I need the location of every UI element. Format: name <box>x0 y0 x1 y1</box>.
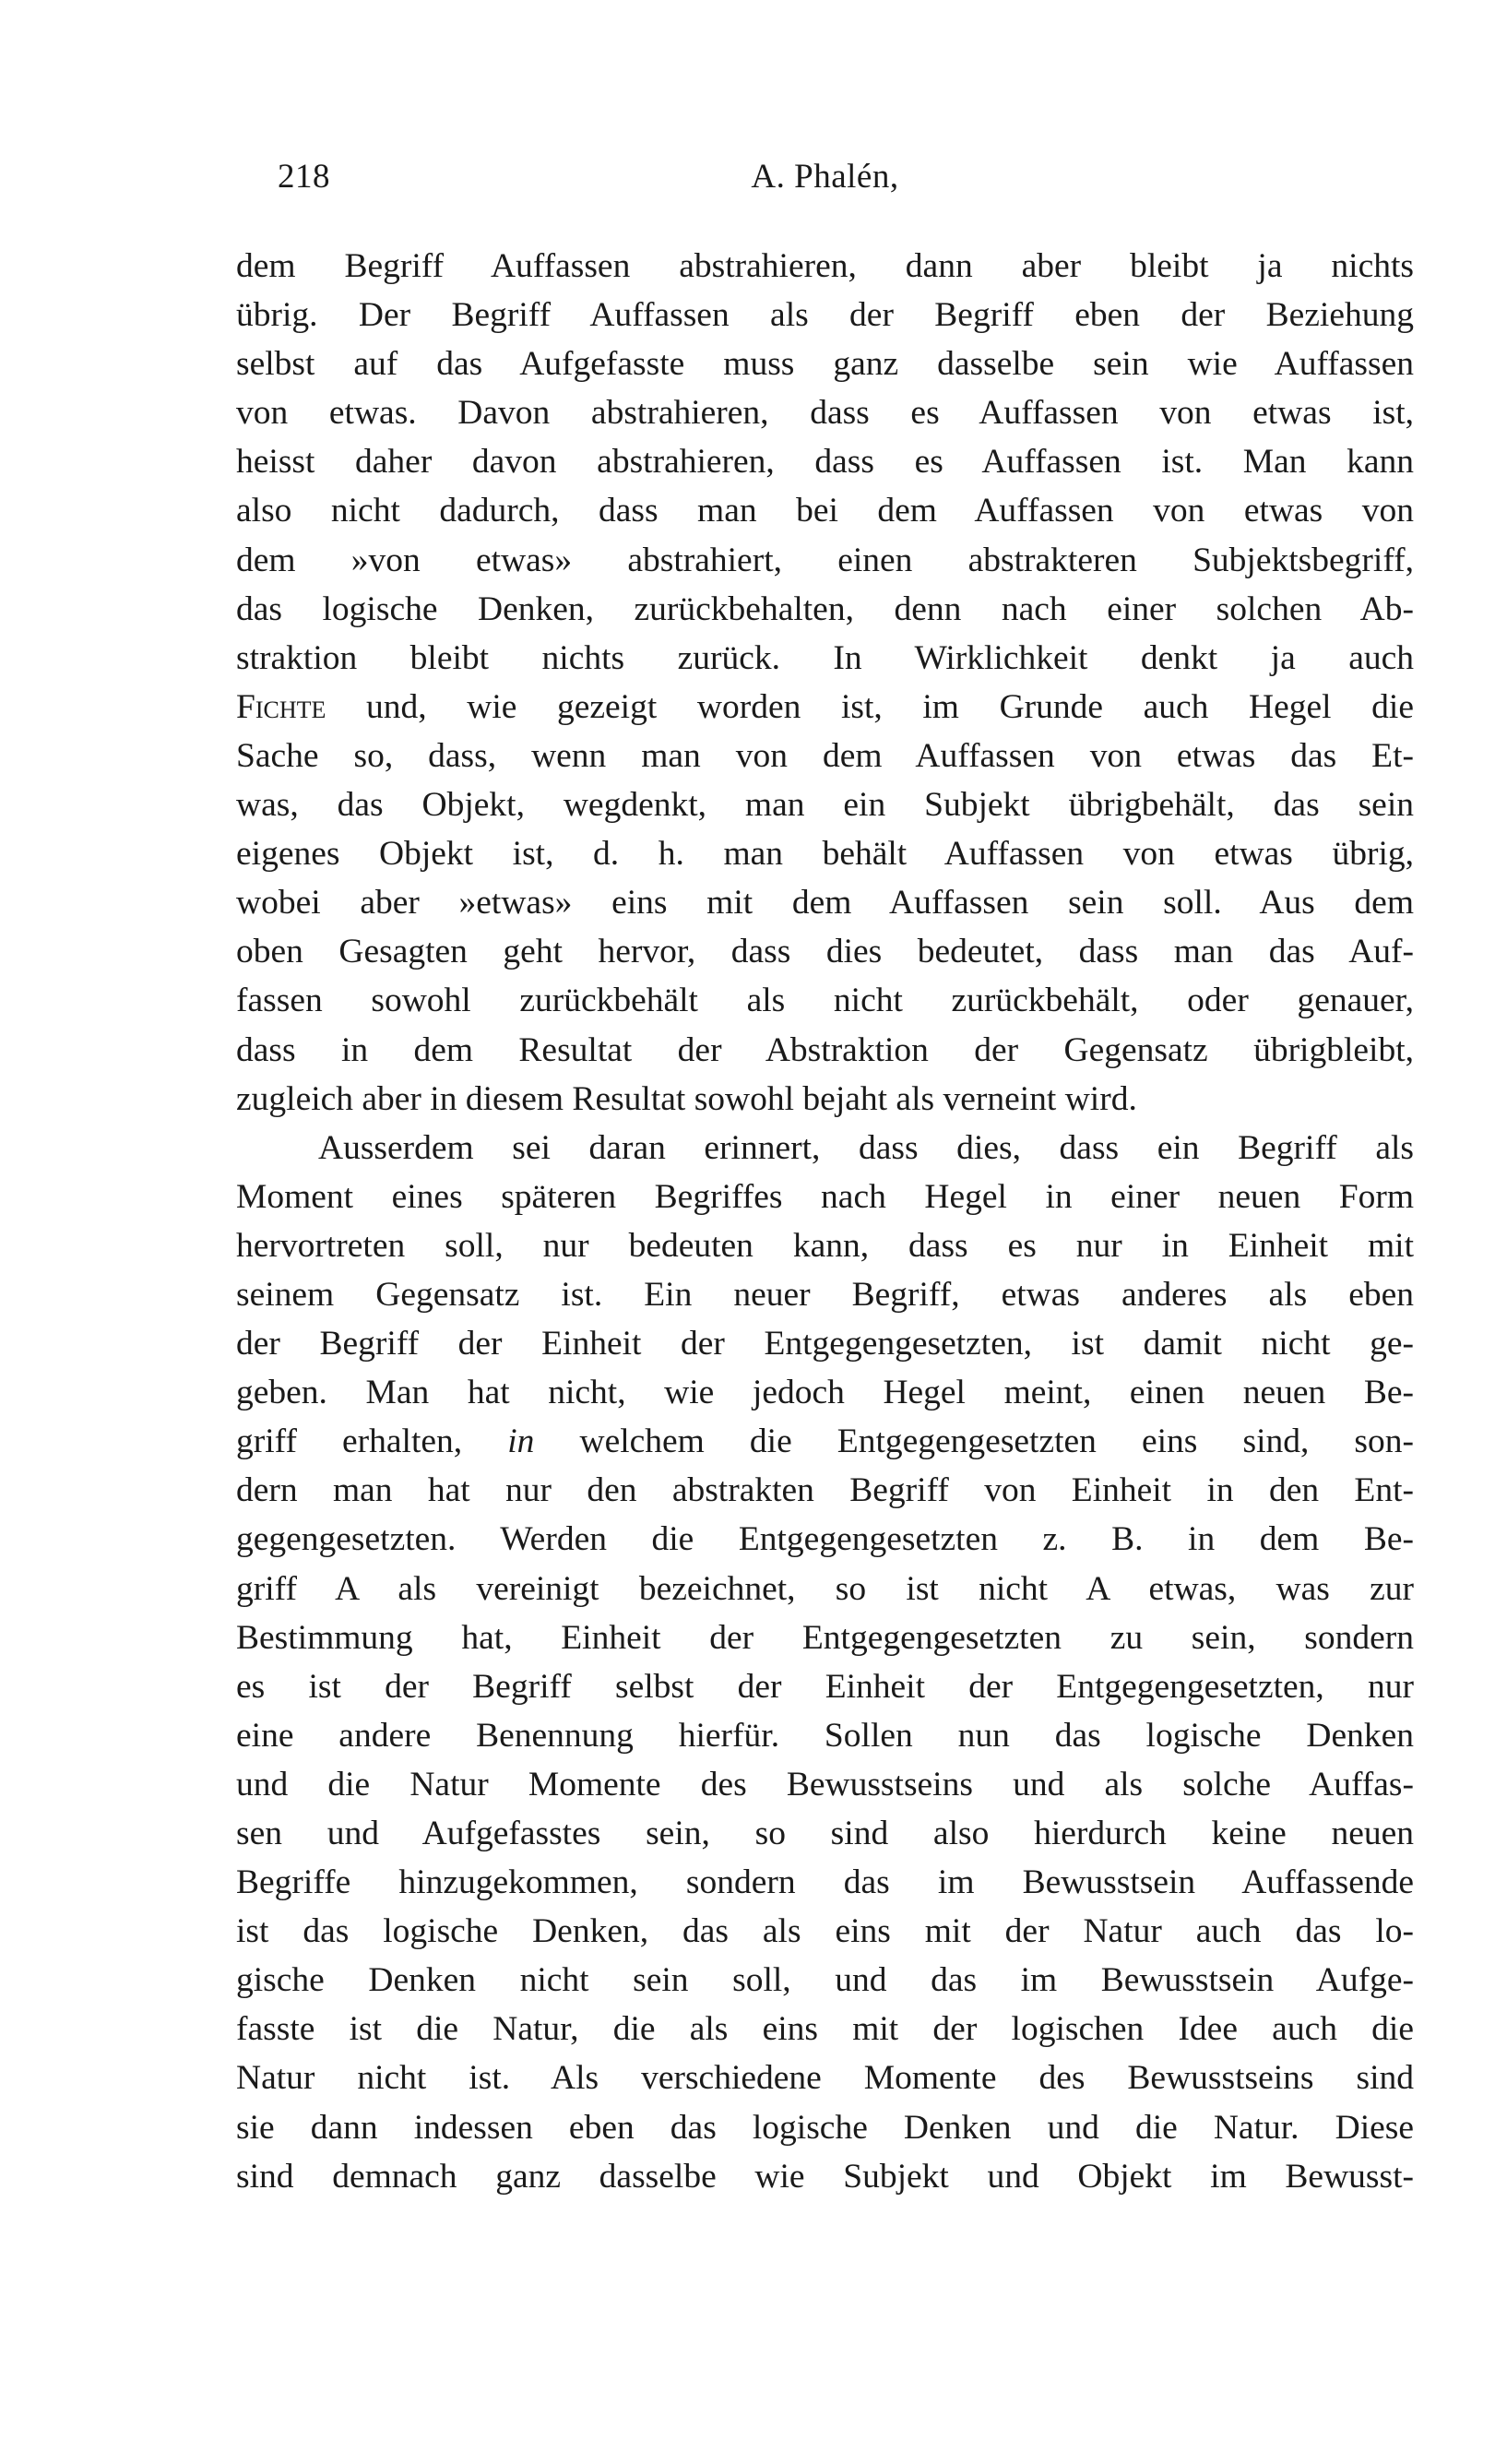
text-line: gische Denken nicht sein soll, und das im Bewusstsein Aufge- <box>236 1961 1414 2000</box>
text-line: der Begriff der Einheit der Entgegengesetzten, ist damit nicht ge- <box>236 1325 1414 1363</box>
body-text <box>236 242 1414 2201</box>
text-line <box>236 683 1414 732</box>
text-line: sie dann indessen eben das logische Denken und die Natur. Diese <box>236 2108 1414 2147</box>
text-line: Sache so, dass, wenn man von dem Auffassen von etwas das Et- <box>236 736 1414 775</box>
text-line: und die Natur Momente des Bewusstseins und als solche Auffas- <box>236 1765 1414 1803</box>
text-fragment: welchem die Entgegengesetzten eins sind, son- <box>579 1422 1415 1461</box>
text-line: gegengesetzten. Werden die Entgegengesetzten z. B. in dem Be- <box>236 1520 1414 1559</box>
text-line: Moment eines späteren Begriffes nach Hegel in einer neuen Form <box>236 1177 1414 1216</box>
text-line: sind demnach ganz dasselbe wie Subjekt und Objekt im Bewusst- <box>236 2157 1414 2196</box>
text-line: was, das Objekt, wegdenkt, man ein Subjekt übrigbehält, das sein <box>236 786 1414 825</box>
text-line: Begriffe hinzugekommen, sondern das im Bewusstsein Auffassende <box>236 1863 1414 1902</box>
text-line: dem Begriff Auffassen abstrahieren, dann aber bleibt ja nichts <box>236 247 1414 285</box>
text-line: Bestimmung hat, Einheit der Entgegengesetzten zu sein, sondern <box>236 1618 1414 1657</box>
text-line: dem »von etwas» abstrahiert, einen abstrakteren Subjektsbegriff, <box>236 541 1414 579</box>
text-line: oben Gesagten geht hervor, dass dies bedeutet, dass man das Auf- <box>236 933 1414 971</box>
text-line: von etwas. Davon abstrahieren, dass es Auffassen von etwas ist, <box>236 394 1414 433</box>
running-title: A. Phalén, <box>751 158 899 196</box>
text-line: übrig. Der Begriff Auffassen als der Begriff eben der Beziehung <box>236 296 1414 335</box>
text-line: dass in dem Resultat der Abstraktion der Gegensatz übrigbleibt, <box>236 1030 1414 1069</box>
text-line: eine andere Benennung hierfür. Sollen nun das logische Denken <box>236 1716 1414 1755</box>
text-line: selbst auf das Aufgefasste muss ganz dasselbe sein wie Auffassen <box>236 345 1414 384</box>
author-name-fichte: Fichte <box>236 687 326 726</box>
text-line: straktion bleibt nichts zurück. In Wirklichkeit denkt ja auch <box>236 638 1414 677</box>
text-line: heisst daher davon abstrahieren, dass es Auffassen ist. Man kann <box>236 443 1414 482</box>
emphasis-in: in <box>507 1422 535 1461</box>
page-number: 218 <box>278 158 330 196</box>
text-line: also nicht dadurch, dass man bei dem Auffassen von etwas von <box>236 492 1414 530</box>
text-line: fassen sowohl zurückbehält als nicht zurückbehält, oder genauer, <box>236 982 1414 1020</box>
text-line: eigenes Objekt ist, d. h. man behält Auffassen von etwas übrig, <box>236 835 1414 874</box>
text-line: wobei aber »etwas» eins mit dem Auffassen sein soll. Aus dem <box>236 884 1414 923</box>
text-line: das logische Denken, zurückbehalten, denn nach einer solchen Ab- <box>236 589 1414 628</box>
running-header <box>236 157 1414 208</box>
text-line: seinem Gegensatz ist. Ein neuer Begriff, etwas anderes als eben <box>236 1275 1414 1314</box>
paragraph-start-line: Ausserdem sei daran erinnert, dass dies, dass ein Begriff als <box>318 1128 1414 1167</box>
text-line <box>236 1417 1414 1466</box>
text-line: Natur nicht ist. Als verschiedene Momente des Bewusstseins sind <box>236 2059 1414 2098</box>
text-line: sen und Aufgefasstes sein, so sind also hierdurch keine neuen <box>236 1815 1414 1852</box>
text-line: zugleich aber in diesem Resultat sowohl bejaht als verneint wird. <box>236 1079 1137 1118</box>
text-line: ist das logische Denken, das als eins mit der Natur auch das lo- <box>236 1912 1414 1951</box>
text-line: geben. Man hat nicht, wie jedoch Hegel meint, einen neuen Be- <box>236 1374 1414 1412</box>
text-line: fasste ist die Natur, die als eins mit der logischen Idee auch die <box>236 2010 1414 2049</box>
text-line: es ist der Begriff selbst der Einheit der Entgegengesetzten, nur <box>236 1667 1414 1706</box>
text-fragment: und, wie gezeigt worden ist, im Grunde auch Hegel die <box>366 687 1414 726</box>
text-line: hervortreten soll, nur bedeuten kann, dass es nur in Einheit mit <box>236 1226 1414 1265</box>
text-line: dern man hat nur den abstrakten Begriff von Einheit in den Ent- <box>236 1471 1414 1510</box>
text-fragment: griff erhalten, <box>236 1422 463 1461</box>
text-line: griff A als vereinigt bezeichnet, so ist nicht A etwas, was zur <box>236 1569 1414 1608</box>
